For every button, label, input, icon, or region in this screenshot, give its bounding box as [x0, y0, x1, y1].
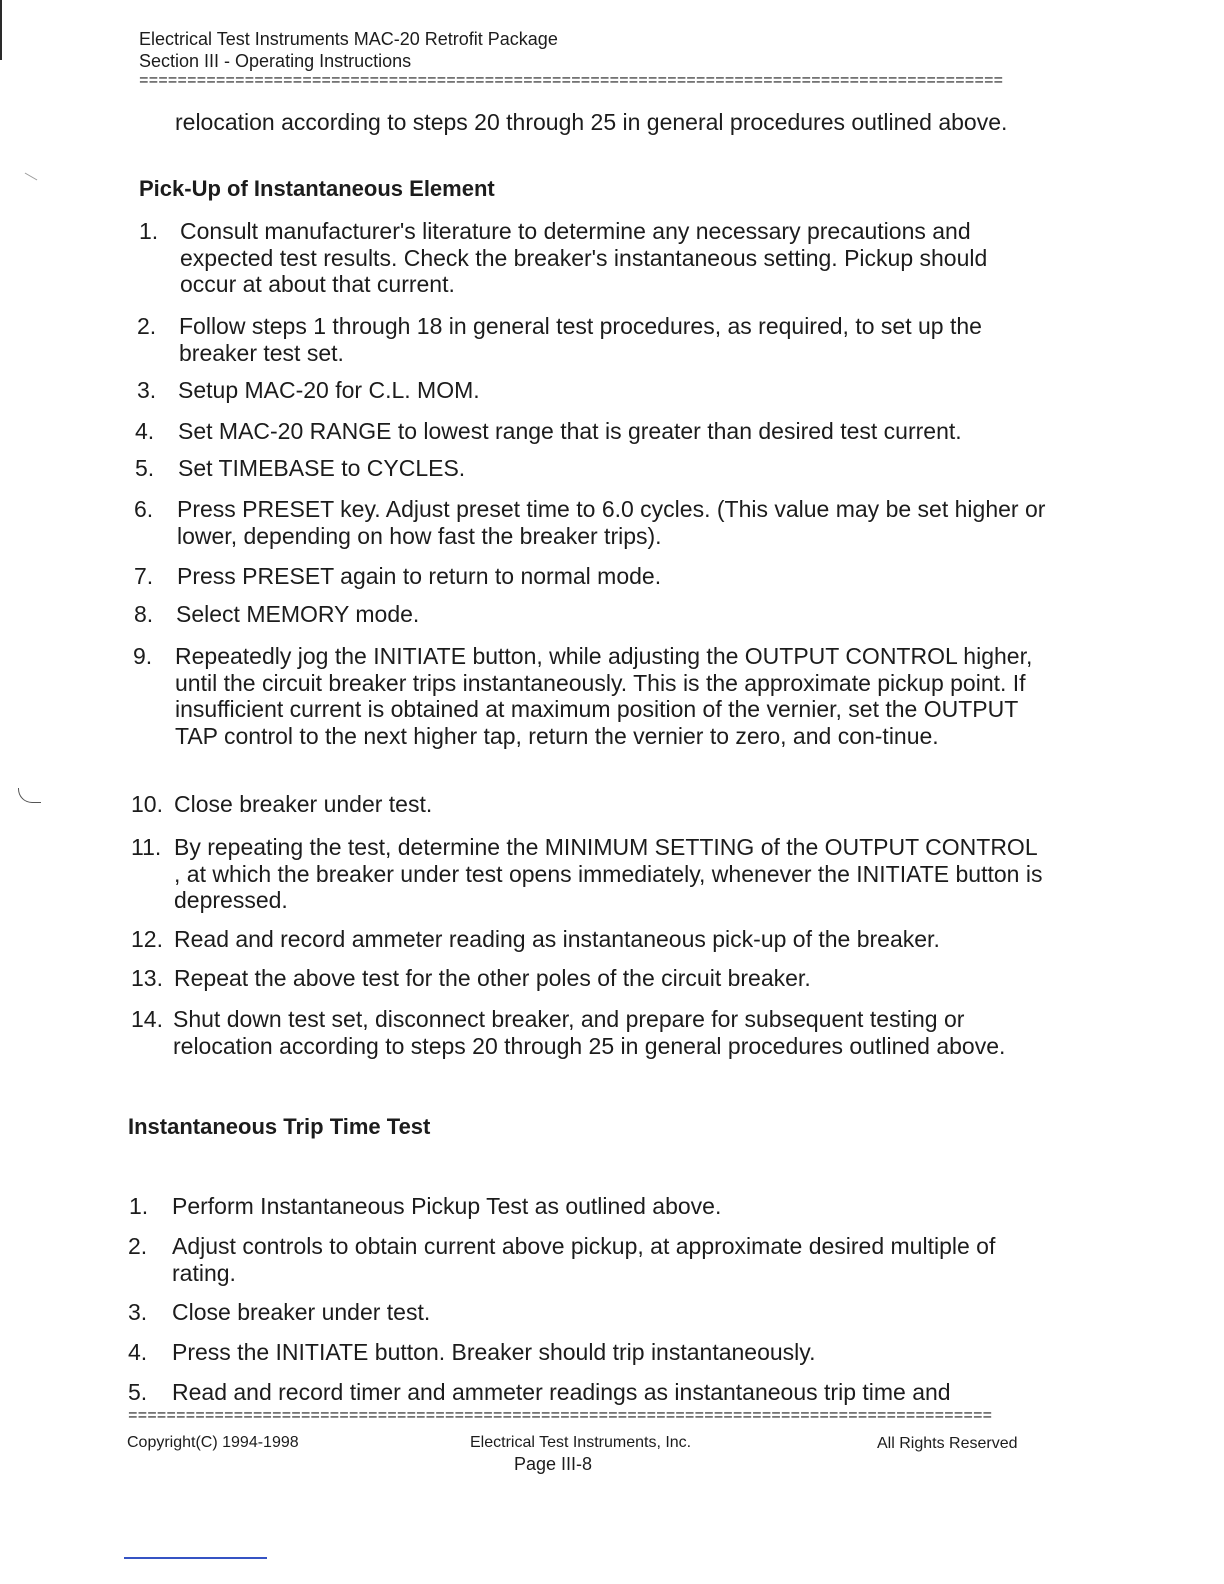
continuation-text: relocation according to steps 20 through 25 in general procedures outlined above.: [175, 109, 1008, 135]
step-text: Adjust controls to obtain current above pickup, at approximate desired multiple of rating.: [172, 1233, 996, 1286]
step-text: Repeatedly jog the INITIATE button, while adjusting the OUTPUT CONTROL higher, until the circuit breaker trips instantaneously. This is the approximate pickup point. If insufficient current is obtained at maximum position of the vernier, set the OUTPUT TAP control to the next higher tap, return the vernier to zero, and con-tinue.: [175, 643, 1033, 749]
step-number: 3.: [128, 1299, 148, 1325]
step-number: 3.: [137, 377, 157, 403]
separator-rule: ==========================================================================================: [139, 75, 1004, 87]
step-text: Close breaker under test.: [174, 791, 433, 817]
step-text: Set MAC-20 RANGE to lowest range that is greater than desired test current.: [178, 418, 962, 444]
step-number: 6.: [134, 496, 154, 522]
step-text: Press PRESET again to return to normal mode.: [177, 563, 662, 589]
step-number: 8.: [134, 601, 154, 627]
step-number: 11.: [131, 834, 162, 860]
step-number: 14.: [131, 1006, 163, 1032]
page-number: Page III-8: [514, 1454, 593, 1474]
step-text: Read and record ammeter reading as instantaneous pick-up of the breaker.: [174, 926, 940, 952]
step-text: Consult manufacturer's literature to determine any necessary precautions and expected test results. Check the breaker's instantaneous setting. Pickup should occur at about that current.: [180, 218, 988, 297]
step-text: Close breaker under test.: [172, 1299, 431, 1325]
page-edge-mark: [0, 0, 2, 60]
document-header: [139, 28, 558, 72]
step-text: Setup MAC-20 for C.L. MOM.: [178, 377, 480, 403]
step-text: Repeat the above test for the other poles of the circuit breaker.: [174, 965, 811, 991]
step-number: 2.: [128, 1233, 148, 1259]
separator-rule: ==========================================================================================: [128, 1410, 993, 1422]
scan-mark: [18, 788, 41, 803]
scan-mark: [25, 173, 38, 181]
header-title: Electrical Test Instruments MAC-20 Retrofit Package: [139, 29, 558, 49]
section-heading-pickup: Pick-Up of Instantaneous Element: [139, 176, 495, 201]
step-text: Press PRESET key. Adjust preset time to 6.0 cycles. (This value may be set higher or lower, depending on how fast the breaker trips).: [177, 496, 1046, 549]
footer-company: Electrical Test Instruments, Inc.: [470, 1434, 692, 1451]
header-section: Section III - Operating Instructions: [139, 51, 412, 71]
step-text: Press the INITIATE button. Breaker should trip instantaneously.: [172, 1339, 816, 1365]
step-number: 1.: [129, 1193, 149, 1219]
step-number: 12.: [131, 926, 163, 952]
section-heading-trip-time: Instantaneous Trip Time Test: [128, 1114, 431, 1139]
step-number: 4.: [135, 418, 155, 444]
step-text: By repeating the test, determine the MINIMUM SETTING of the OUTPUT CONTROL , at which the breaker under test opens immediately, whenever the INITIATE button is depressed.: [174, 834, 1043, 913]
underline-mark: [124, 1557, 267, 1559]
step-number: 10.: [131, 791, 163, 817]
step-text: Select MEMORY mode.: [176, 601, 420, 627]
step-number: 13.: [131, 965, 163, 991]
step-number: 9.: [133, 643, 153, 669]
step-text: Follow steps 1 through 18 in general test procedures, as required, to set up the breaker test set.: [179, 313, 982, 366]
step-number: 1.: [139, 218, 159, 244]
step-number: 5.: [135, 455, 155, 481]
step-number: 5.: [128, 1379, 148, 1405]
step-text: Read and record timer and ammeter readings as instantaneous trip time and: [172, 1379, 951, 1405]
step-text: Shut down test set, disconnect breaker, and prepare for subsequent testing or relocation according to steps 20 through 25 in general procedures outlined above.: [173, 1006, 1006, 1059]
step-text: Perform Instantaneous Pickup Test as outlined above.: [172, 1193, 722, 1219]
step-number: 2.: [137, 313, 157, 339]
step-number: 4.: [128, 1339, 148, 1365]
step-number: 7.: [134, 563, 154, 589]
footer-rights: All Rights Reserved: [877, 1435, 1018, 1452]
footer-copyright: Copyright(C) 1994-1998: [127, 1434, 299, 1451]
step-text: Set TIMEBASE to CYCLES.: [178, 455, 466, 481]
